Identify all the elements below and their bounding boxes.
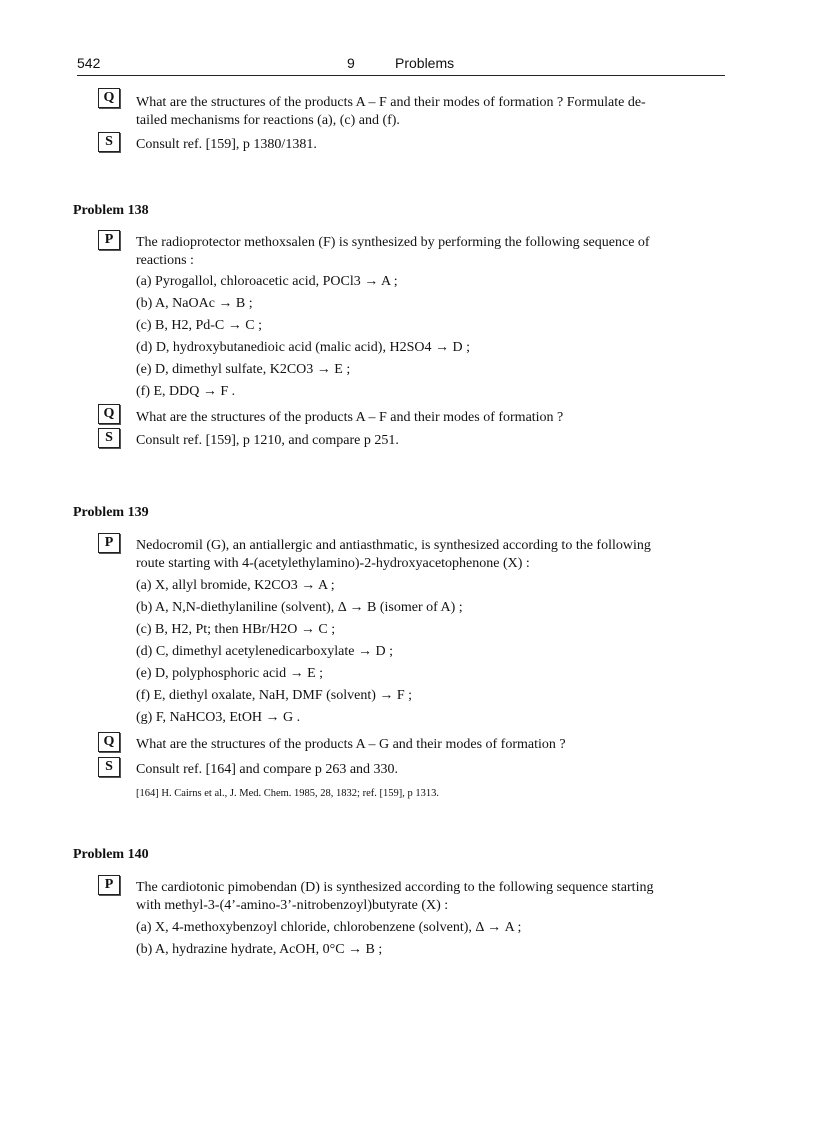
reference-164: [164] H. Cairns et al., J. Med. Chem. 1985, 28, 1832; ref. [159], p 1313. xyxy=(136,788,439,799)
problem-138-step-b: (b) A, NaOAc → B ; xyxy=(136,296,253,311)
problem-139-question: What are the structures of the products A – G and their modes of formation ? xyxy=(136,737,566,752)
chapter-number: 9 xyxy=(347,55,355,71)
problem-139-step-a: (a) X, allyl bromide, K2CO3 → A ; xyxy=(136,578,335,593)
problem-140-title: Problem 140 xyxy=(73,847,149,862)
problem-140-step-b: (b) A, hydrazine hydrate, AcOH, 0°C → B ; xyxy=(136,942,383,957)
solution-tag: S xyxy=(98,132,120,152)
problem-tag: P xyxy=(98,230,120,250)
question-tag: Q xyxy=(98,404,120,424)
header-rule xyxy=(77,75,725,76)
question-tag: Q xyxy=(98,732,120,752)
problem-138-title: Problem 138 xyxy=(73,203,149,218)
problem-138-text-line1: The radioprotector methoxsalen (F) is synthesized by performing the following sequence of xyxy=(136,235,650,250)
problem-138-step-c: (c) B, H2, Pd-C → C ; xyxy=(136,318,262,333)
problem-138-step-a: (a) Pyrogallol, chloroacetic acid, POCl3 → A ; xyxy=(136,274,398,289)
problem-139-text-line2: route starting with 4-(acetylethylamino)-2-hydroxyacetophenone (X) : xyxy=(136,556,530,571)
running-header xyxy=(77,55,725,75)
solution-tag: S xyxy=(98,428,120,448)
problem-140-text-line2: with methyl-3-(4’-amino-3’-nitrobenzoyl)butyrate (X) : xyxy=(136,898,449,913)
problem-138-step-f: (f) E, DDQ → F . xyxy=(136,384,236,399)
problem-139-solution: Consult ref. [164] and compare p 263 and 330. xyxy=(136,762,399,777)
problem-140-step-a: (a) X, 4-methoxybenzoyl chloride, chlorobenzene (solvent), Δ → A ; xyxy=(136,920,522,935)
solution-tag: S xyxy=(98,757,120,777)
problem-139-step-c: (c) B, H2, Pt; then HBr/H2O → C ; xyxy=(136,622,336,637)
solution-text: Consult ref. [159], p 1380/1381. xyxy=(136,137,317,152)
problem-139-step-e: (e) D, polyphosphoric acid → E ; xyxy=(136,666,324,681)
problem-139-step-b: (b) A, N,N-diethylaniline (solvent), Δ → B (isomer of A) ; xyxy=(136,600,463,615)
problem-139-title: Problem 139 xyxy=(73,505,149,520)
question-text-line2: tailed mechanisms for reactions (a), (c) and (f). xyxy=(136,113,400,128)
problem-139-step-d: (d) C, dimethyl acetylenedicarboxylate → D ; xyxy=(136,644,393,659)
problem-139-text-line1: Nedocromil (G), an antiallergic and antiasthmatic, is synthesized according to the following xyxy=(136,538,651,553)
problem-138-step-d: (d) D, hydroxybutanedioic acid (malic acid), H2SO4 → D ; xyxy=(136,340,470,355)
chapter-title: Problems xyxy=(395,55,455,71)
question-tag: Q xyxy=(98,88,120,108)
problem-139-step-g: (g) F, NaHCO3, EtOH → G . xyxy=(136,710,301,725)
problem-138-solution: Consult ref. [159], p 1210, and compare p 251. xyxy=(136,433,399,448)
problem-tag: P xyxy=(98,533,120,553)
problem-138-step-e: (e) D, dimethyl sulfate, K2CO3 → E ; xyxy=(136,362,351,377)
problem-140-text-line1: The cardiotonic pimobendan (D) is synthesized according to the following sequence starting xyxy=(136,880,654,895)
problem-139-step-f: (f) E, diethyl oxalate, NaH, DMF (solvent) → F ; xyxy=(136,688,413,703)
question-text-line1: What are the structures of the products A – F and their modes of formation ? Formulate de- xyxy=(136,95,646,110)
problem-138-text-line2: reactions : xyxy=(136,253,194,268)
problem-138-question: What are the structures of the products A – F and their modes of formation ? xyxy=(136,410,564,425)
problem-tag: P xyxy=(98,875,120,895)
page-number: 542 xyxy=(77,55,101,71)
